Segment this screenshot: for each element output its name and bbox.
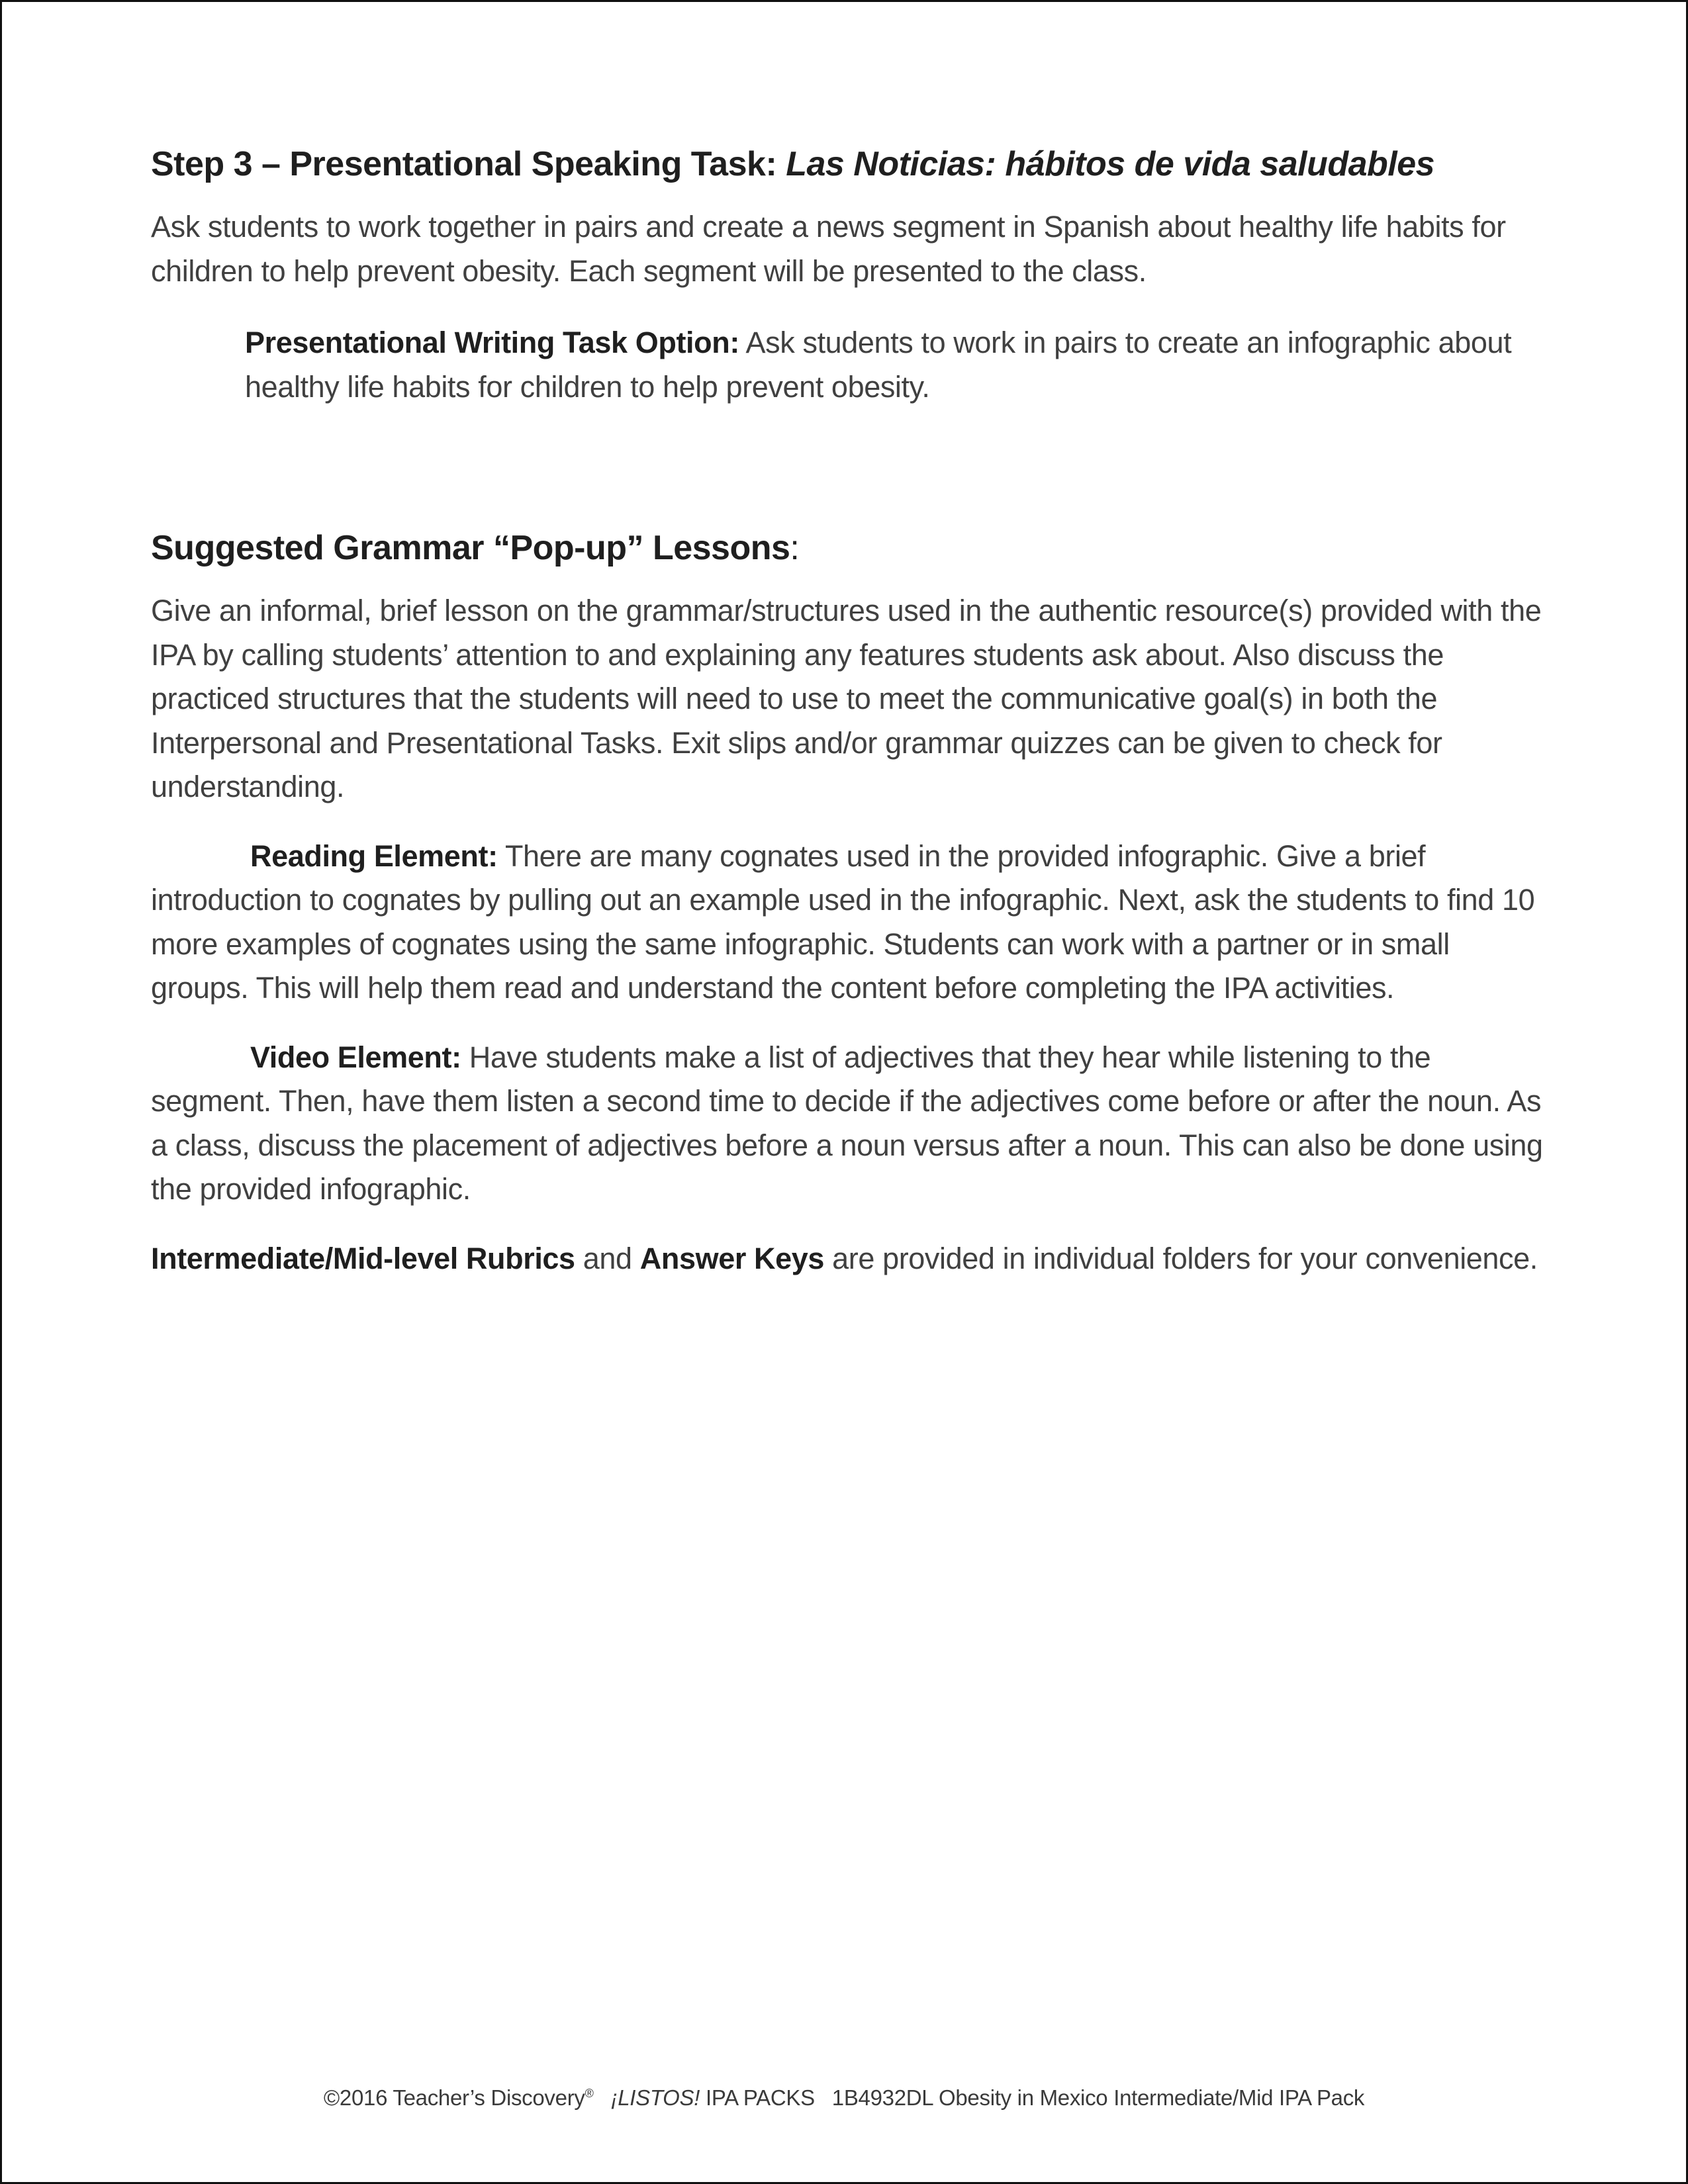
footer-series-suffix: IPA PACKS <box>705 2085 815 2110</box>
footer-product-title: Obesity in Mexico Intermediate/Mid IPA Pack <box>939 2085 1365 2110</box>
writing-task-option-text: Ask students to work in pairs to create an infographic about healthy life habits for children to help prevent obesity. <box>245 326 1512 404</box>
reading-element-paragraph <box>151 835 1548 1011</box>
closing-paragraph <box>151 1237 1548 1281</box>
grammar-intro-paragraph: Give an informal, brief lesson on the grammar/structures used in the authentic resource(s) provided with the IPA by calling students’ attention to and explaining any features students ask about. Also discuss the practiced structures that the students will need to use to meet the communicative goal(s) in both the Interpersonal and Presentational Tasks. Exit slips and/or grammar quizzes can be given to check for understanding. <box>151 594 1542 803</box>
writing-task-option-paragraph <box>245 321 1542 409</box>
video-element-label: Video Element: <box>250 1040 461 1074</box>
footer-series: ¡LISTOS! <box>610 2085 700 2110</box>
footer-product-code: 1B4932DL <box>831 2085 933 2110</box>
step3-heading-title: Las Noticias: hábitos de vida saludables <box>786 145 1435 183</box>
grammar-heading <box>151 522 1548 574</box>
video-element-text: Have students make a list of adjectives that they hear while listening to the segment. Then, have them listen a second time to decide if the adjectives come before or after the noun. As a class, discuss the placement of adjectives before a noun versus after a noun. This can also be done using the provided infographic. <box>151 1040 1543 1206</box>
registered-mark-icon: ® <box>585 2087 594 2100</box>
closing-connector: and <box>583 1241 632 1275</box>
rubrics-label: Intermediate/Mid-level Rubrics <box>151 1241 575 1275</box>
answer-keys-label: Answer Keys <box>639 1241 825 1275</box>
page-footer <box>2 2085 1686 2111</box>
step3-heading-label: Step 3 – Presentational Speaking Task: <box>151 145 777 183</box>
closing-text: are provided in individual folders for your convenience. <box>832 1241 1538 1275</box>
video-element-paragraph <box>151 1036 1548 1212</box>
grammar-heading-colon: : <box>790 529 800 567</box>
grammar-heading-text: Suggested Grammar “Pop-up” Lessons <box>151 529 790 567</box>
footer-copyright: ©2016 Teacher’s Discovery <box>323 2085 585 2110</box>
reading-element-text: There are many cognates used in the provided infographic. Give a brief introduction to cognates by pulling out an example used in the infographic. Next, ask the students to find 10 more examples of cognates using the same infographic. Students can work with a partner or in small groups. This will help them read and understand the content before completing the IPA activities. <box>151 839 1535 1005</box>
reading-element-label: Reading Element: <box>250 839 498 873</box>
writing-task-option-label: Presentational Writing Task Option: <box>245 326 739 359</box>
step3-intro-paragraph: Ask students to work together in pairs and create a news segment in Spanish about healthy life habits for children to help prevent obesity. Each segment will be presented to the class. <box>151 210 1506 288</box>
page-content <box>151 138 1548 1281</box>
step3-heading <box>151 138 1548 191</box>
